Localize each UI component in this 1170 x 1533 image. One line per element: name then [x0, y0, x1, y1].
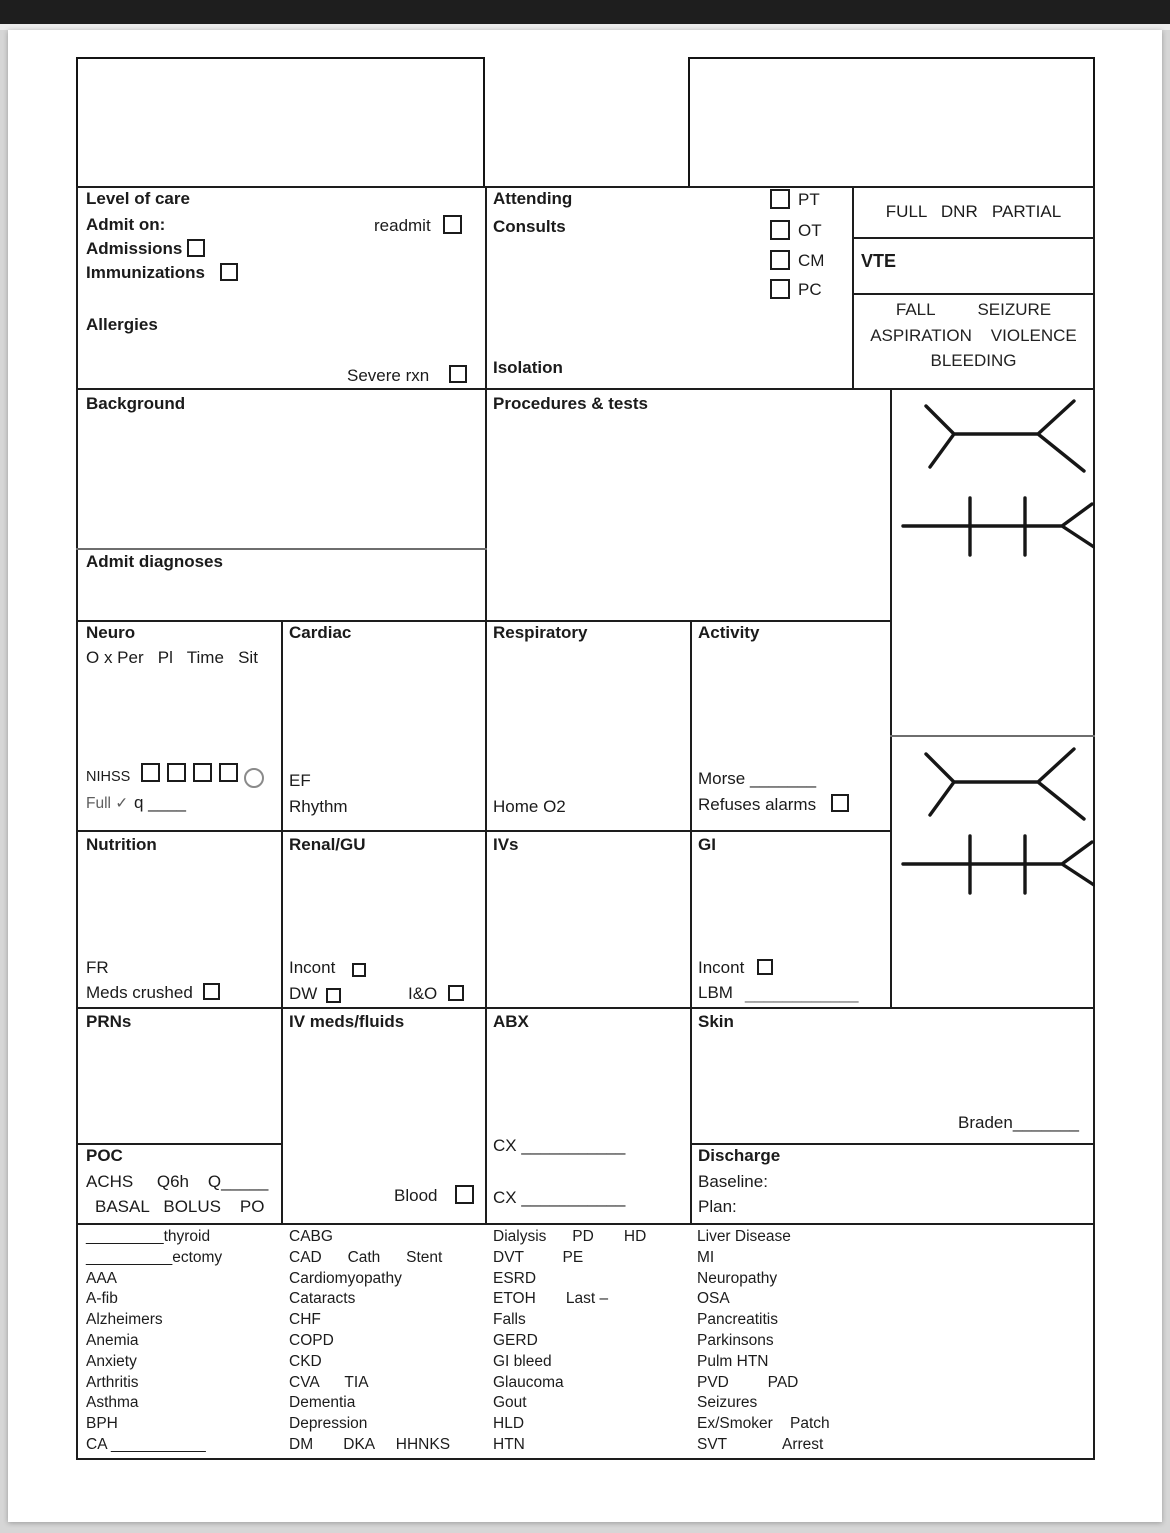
lab-fishbone-diagram [890, 392, 1095, 592]
history-item: DM DKA HHNKS [289, 1435, 451, 1453]
history-item: Asthma [86, 1394, 139, 1412]
history-item: Pancreatitis [697, 1311, 778, 1329]
culture-blank-2: CX ___________ [493, 1188, 626, 1207]
history-item: GI bleed [493, 1352, 552, 1370]
severe-rxn-checkbox[interactable] [449, 365, 467, 383]
history-item: Parkinsons [697, 1331, 774, 1349]
divider-line [76, 388, 1095, 390]
consult-cm-checkbox[interactable] [770, 250, 790, 270]
history-item: CAD Cath Stent [289, 1248, 443, 1266]
poc-schedule-line: ACHS Q6h Q_____ [86, 1172, 269, 1191]
history-item: Alzheimers [86, 1311, 163, 1329]
history-item: DVT PE [493, 1248, 584, 1266]
divider-line [76, 1458, 1095, 1460]
nutrition-title: Nutrition [86, 835, 157, 854]
cardiac-title: Cardiac [289, 623, 352, 642]
history-item: COPD [289, 1331, 334, 1349]
abx-title: ABX [493, 1012, 529, 1031]
dw-label: DW [289, 984, 318, 1003]
lab-fishbone-diagram [890, 740, 1095, 940]
lbm-blank: ____________ [745, 984, 859, 1003]
top-left-writein-box [76, 57, 485, 188]
history-item: Depression [289, 1415, 368, 1433]
readmit-label: readmit [374, 216, 431, 235]
io-checkbox[interactable] [448, 985, 464, 1001]
neuro-orientation-label: O x Per Pl Time Sit [86, 648, 258, 667]
history-item: Seizures [697, 1394, 758, 1412]
immunizations-checkbox[interactable] [220, 263, 238, 281]
history-item: Neuropathy [697, 1269, 778, 1287]
history-item: __________ectomy [86, 1248, 223, 1266]
level-of-care-label: Level of care [86, 189, 190, 208]
discharge-plan-label: Plan: [698, 1197, 737, 1216]
history-item: AAA [86, 1269, 118, 1287]
history-item: Gout [493, 1394, 527, 1412]
risk-flags [854, 297, 1093, 374]
risk-flag: BLEEDING [930, 351, 1017, 370]
nihss-label: NIHSS [86, 769, 131, 785]
severe-rxn-label: Severe rxn [347, 366, 430, 385]
dw-checkbox[interactable] [326, 988, 341, 1003]
isolation-label: Isolation [493, 358, 563, 377]
divider-line [485, 186, 487, 1223]
procedures-tests-label: Procedures & tests [493, 394, 648, 413]
io-label: I&O [408, 984, 438, 1003]
meds-crushed-label: Meds crushed [86, 983, 193, 1002]
history-item: _________thyroid [86, 1228, 211, 1245]
history-item: CVA TIA [289, 1373, 369, 1391]
culture-blank-1: CX ___________ [493, 1136, 626, 1155]
morse-score-blank: Morse _______ [698, 769, 817, 788]
renal-incont-label: Incont [289, 958, 336, 977]
divider-line [690, 1143, 1095, 1145]
gi-title: GI [698, 835, 716, 854]
divider-line [852, 237, 1095, 239]
divider-line [76, 1143, 283, 1145]
history-item: Cataracts [289, 1290, 356, 1308]
background-label: Background [86, 394, 186, 413]
activity-title: Activity [698, 623, 760, 642]
divider-line [690, 620, 692, 1223]
immunizations-label: Immunizations [86, 263, 206, 282]
meds-crushed-checkbox[interactable] [203, 983, 220, 1000]
braden-score-blank: Braden_______ [958, 1113, 1080, 1132]
history-item: Glaucoma [493, 1373, 564, 1391]
history-item: PVD PAD [697, 1373, 799, 1391]
top-right-writein-box [688, 57, 1095, 188]
allergies-label: Allergies [86, 315, 158, 334]
divider-line [890, 735, 1095, 737]
divider-line [76, 548, 487, 550]
renal-incont-checkbox[interactable] [352, 963, 366, 977]
full-check-label: Full ✓ [86, 795, 129, 812]
history-item: GERD [493, 1331, 538, 1349]
consult-pc-label: PC [798, 280, 822, 299]
neuro-title: Neuro [86, 623, 136, 642]
gi-incont-checkbox[interactable] [757, 959, 773, 975]
ivs-title: IVs [493, 835, 519, 854]
blood-checkbox[interactable] [455, 1185, 474, 1204]
consult-pc-checkbox[interactable] [770, 279, 790, 299]
history-item: CA ___________ [86, 1435, 206, 1453]
history-item: Dementia [289, 1394, 356, 1412]
rhythm-label: Rhythm [289, 797, 348, 816]
poc-basal-bolus-line: BASAL BOLUS PO [95, 1197, 265, 1216]
poc-title: POC [86, 1146, 123, 1165]
divider-line [76, 186, 78, 1460]
history-item: A-fib [86, 1290, 118, 1308]
prns-title: PRNs [86, 1012, 132, 1031]
history-item: Arthritis [86, 1373, 139, 1391]
discharge-baseline-label: Baseline: [698, 1172, 768, 1191]
renal-gu-title: Renal/GU [289, 835, 366, 854]
vte-label: VTE [861, 251, 897, 271]
window-top-bar [0, 0, 1170, 24]
admissions-label: Admissions [86, 239, 183, 258]
iv-meds-title: IV meds/fluids [289, 1012, 405, 1031]
risk-flag: ASPIRATION VIOLENCE [870, 325, 1077, 345]
blood-label: Blood [394, 1186, 438, 1205]
history-item: HTN [493, 1435, 525, 1453]
history-item: Falls [493, 1311, 526, 1329]
divider-line [281, 620, 283, 1223]
nihss-checkbox-4[interactable] [219, 763, 238, 782]
divider-line [76, 1007, 1095, 1009]
consults-label: Consults [493, 217, 566, 236]
history-column-2 [289, 1227, 494, 1456]
history-item: Liver Disease [697, 1228, 791, 1245]
skin-title: Skin [698, 1012, 734, 1031]
history-column-3 [493, 1227, 698, 1456]
history-item: CABG [289, 1228, 333, 1245]
nihss-checkbox-3[interactable] [193, 763, 212, 782]
history-item: Cardiomyopathy [289, 1269, 402, 1287]
respiratory-title: Respiratory [493, 623, 588, 642]
divider-line [76, 1223, 1095, 1225]
history-column-4 [697, 1227, 997, 1456]
history-item: HLD [493, 1415, 525, 1433]
admit-on-label: Admit on: [86, 215, 166, 234]
history-item: Ex/Smoker Patch [697, 1415, 830, 1433]
history-column-1 [86, 1227, 291, 1456]
history-item: OSA [697, 1290, 730, 1308]
admit-diagnoses-label: Admit diagnoses [86, 552, 223, 571]
divider-line [76, 620, 892, 622]
code-status-options: FULL DNR PARTIAL [885, 202, 1062, 221]
history-item: BPH [86, 1415, 118, 1433]
history-item: MI [697, 1248, 715, 1266]
nihss-checkbox-1[interactable] [141, 763, 160, 782]
history-item: CKD [289, 1352, 322, 1370]
history-item: ESRD [493, 1269, 537, 1287]
history-item: SVT Arrest [697, 1435, 824, 1453]
lbm-label: LBM [698, 983, 733, 1002]
fr-label: FR [86, 958, 109, 977]
readmit-checkbox[interactable] [443, 215, 462, 234]
refuses-alarms-label: Refuses alarms [698, 795, 817, 814]
refuses-alarms-checkbox[interactable] [831, 794, 849, 812]
divider-line [76, 186, 1095, 188]
admissions-checkbox[interactable] [187, 239, 205, 257]
q-frequency-blank: q ____ [134, 793, 186, 812]
consult-ot-checkbox[interactable] [770, 220, 790, 240]
discharge-title: Discharge [698, 1146, 781, 1165]
history-item: Pulm HTN [697, 1352, 769, 1370]
risk-flag: FALL SEIZURE [895, 300, 1052, 319]
divider-line [852, 293, 1095, 295]
ef-label: EF [289, 771, 311, 790]
consult-cm-label: CM [798, 251, 825, 270]
consult-ot-label: OT [798, 221, 822, 240]
history-item: ETOH Last – [493, 1290, 609, 1308]
history-item: Dialysis PD HD [493, 1228, 647, 1245]
history-item: Anxiety [86, 1352, 137, 1370]
nihss-checkbox-2[interactable] [167, 763, 186, 782]
gi-incont-label: Incont [698, 958, 745, 977]
consult-pt-label: PT [798, 190, 820, 209]
home-o2-label: Home O2 [493, 797, 566, 816]
history-item: Anemia [86, 1331, 139, 1349]
consult-pt-checkbox[interactable] [770, 189, 790, 209]
attending-label: Attending [493, 189, 573, 208]
nihss-radio-circle[interactable] [244, 768, 264, 788]
history-item: CHF [289, 1311, 321, 1329]
divider-line [76, 830, 892, 832]
